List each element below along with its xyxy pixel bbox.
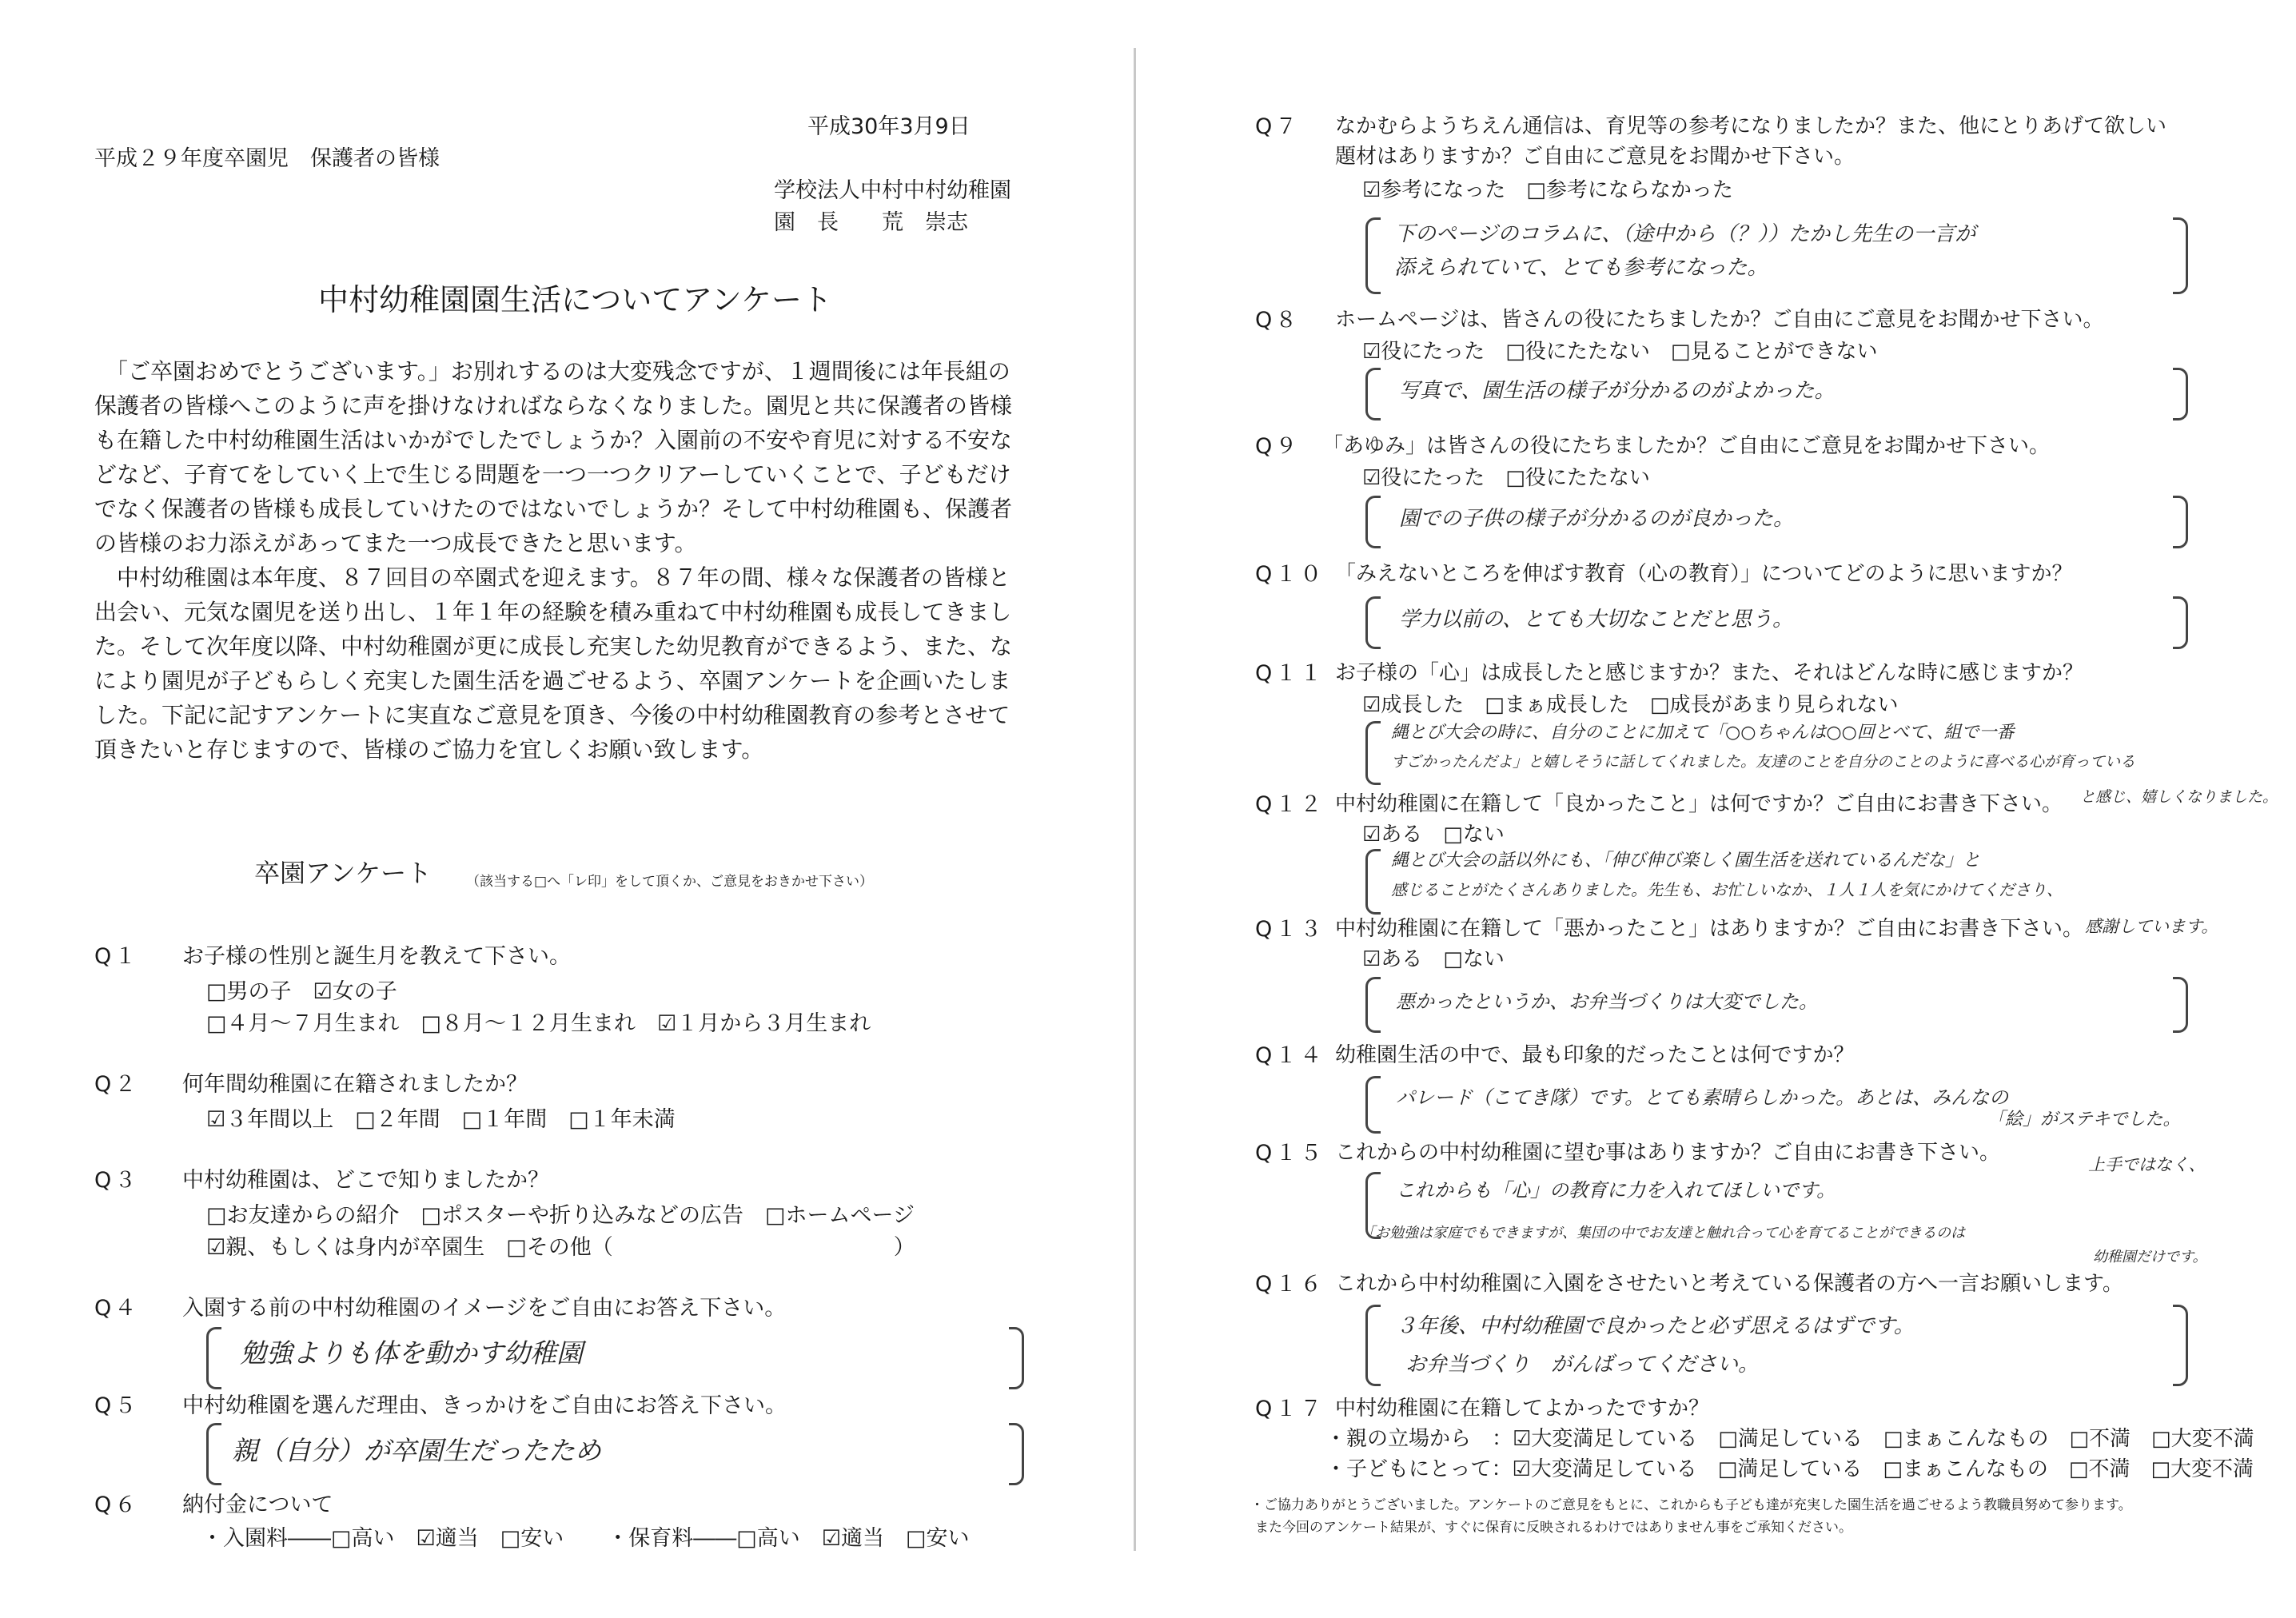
q11-answer-bracket-left [1365,721,1381,785]
q9-handwritten-answer[interactable]: 園での子供の様子が分かるのが良かった。 [1399,507,1795,531]
q3-choices-row-1[interactable]: □お友達からの紹介 □ポスターや折り込みなどの広告 □ホームページ [206,1203,915,1228]
organization-name: 学校法人中村中村幼稚園 [774,178,1011,203]
q10-question: 「みえないところを伸ばす教育（心の教育）」についてどのように思いますか？ [1335,562,2073,586]
q7-question-line-1: なかむらようちえん通信は、育児等の参考になりましたか？また、他にとりあげて欲しい [1335,114,2167,138]
q15-handwritten-answer-line-1[interactable]: これからも「心」の教育に力を入れてほしいです。 [1396,1179,1836,1202]
q7-answer-bracket-right [2173,217,2188,294]
q2-number: Q２ [94,1072,140,1097]
q8-question: ホームページは、皆さんの役にたちましたか？ご自由にご意見をお聞かせ下さい。 [1335,308,2104,332]
q12-handwritten-answer-line-1[interactable]: 縄とび大会の話以外にも、「伸び伸び楽しく園生活を送れているんだな」と [1391,851,1981,871]
q5-handwritten-answer[interactable]: 親（自分）が卒園生だったため [232,1435,601,1466]
document-date: 平成30年3月9日 [807,114,971,139]
q4-answer-bracket-right [1009,1327,1024,1389]
q9-number: Q９ [1255,434,1301,459]
q5-number: Q５ [94,1393,140,1418]
q9-answer-bracket-right [2173,496,2188,548]
q3-choices-row-2[interactable]: ☑親、もしくは身内が卒園生 □その他（ ） [206,1235,915,1260]
q14-question: 幼稚園生活の中で、最も印象的だったことは何ですか？ [1335,1043,1855,1067]
q16-number: Q１６ [1255,1272,1325,1297]
q6-fee-choices[interactable]: ・入園料――□高い ☑適当 □安い ・保育料――□高い ☑適当 □安い [201,1526,970,1551]
q13-answer-bracket-left [1365,977,1381,1033]
q11-question: お子様の「心」は成長したと感じますか？また、それはどんな時に感じますか？ [1335,661,2084,685]
q12-choices[interactable]: ☑ある □ない [1362,823,1505,847]
q15-question: これからの中村幼稚園に望む事はありますか？ご自由にお書き下さい。 [1335,1141,2001,1165]
q1-gender-choices[interactable]: □男の子 ☑女の子 [206,979,397,1004]
q3-number: Q３ [94,1168,140,1193]
q7-handwritten-answer-line-1[interactable]: 下のページのコラムに、（途中から（？））たかし先生の一言が [1394,222,1976,246]
q12-question: 中村幼稚園に在籍して「良かったこと」は何ですか？ご自由にお書き下さい。 [1335,792,2063,816]
q15-handwritten-answer-line-3[interactable]: 幼稚園だけです。 [2093,1249,2207,1265]
q10-number: Q１０ [1255,562,1325,587]
q1-birth-month-choices[interactable]: □４月～７月生まれ □８月～１２月生まれ ☑１月から３月生まれ [206,1011,871,1036]
footer-note-1: ・ご協力ありがとうございました。アンケートのご意見をもとに、これからも子ども達が充実した園生活を過ごせるよう教職員努めて参ります。 [1250,1497,2132,1513]
q8-answer-bracket-right [2173,368,2188,420]
q3-question: 中村幼稚園は、どこで知りましたか？ [182,1168,549,1193]
right-page [1151,0,2296,1618]
addressee: 平成２９年度卒園児 保護者の皆様 [94,146,440,171]
q5-question: 中村幼稚園を選んだ理由、きっかけをご自由にお答え下さい。 [182,1393,787,1418]
q13-number: Q１３ [1255,917,1325,942]
page-title: 中村幼稚園園生活についてアンケート [318,282,832,317]
q10-handwritten-answer[interactable]: 学力以前の、とても大切なことだと思う。 [1399,608,1793,632]
q13-choices[interactable]: ☑ある □ない [1362,947,1505,971]
q17-number: Q１７ [1255,1397,1325,1421]
q1-number: Q１ [94,944,140,969]
q8-answer-bracket-left [1365,368,1381,420]
q4-handwritten-answer[interactable]: 勉強よりも体を動かす幼稚園 [240,1337,583,1369]
q2-choices[interactable]: ☑３年間以上 □２年間 □１年間 □１年未満 [206,1107,676,1132]
q12-handwritten-answer-line-2[interactable]: 感じることがたくさんありました。先生も、お忙しいなか、１人１人を気にかけてくださり、 [1391,880,2063,899]
q2-question: 何年間幼稚園に在籍されましたか？ [182,1072,528,1097]
footer-note-2: また今回のアンケート結果が、すぐに保育に反映されるわけではありません事をご承知ください。 [1255,1520,1852,1536]
q7-handwritten-answer-line-2[interactable]: 添えられていて、とても参考になった。 [1394,256,1768,280]
q12-answer-bracket-left [1365,849,1381,915]
q15-number: Q１５ [1255,1141,1325,1166]
q8-choices[interactable]: ☑役にたった □役にたたない □見ることができない [1362,340,1878,364]
q9-choices[interactable]: ☑役にたった □役にたたない [1362,466,1650,490]
q16-handwritten-answer-line-1[interactable]: ３年後、中村幼稚園で良かったと必ず思えるはずです。 [1396,1314,1915,1338]
q7-choices[interactable]: ☑参考になった □参考にならなかった [1362,178,1733,202]
q14-number: Q１４ [1255,1043,1325,1068]
q14-handwritten-answer[interactable]: パレード（こてき隊）です。とても素晴らしかった。あとは、みんなの [1396,1086,2009,1109]
q17-child-choices[interactable]: ・子どもにとって：☑大変満足している □満足している □まぁこんなもの □不満 □大変不満 [1325,1457,2254,1481]
q13-answer-bracket-right [2173,977,2188,1033]
q13-handwritten-answer[interactable]: 悪かったというか、お弁当づくりは大変でした。 [1396,990,1818,1013]
q16-answer-bracket-left [1365,1305,1381,1386]
q14-answer-bracket-left [1365,1076,1381,1134]
q7-answer-bracket-left [1365,217,1381,294]
q10-answer-bracket-left [1365,596,1381,649]
q4-answer-bracket-left [206,1327,221,1389]
q8-number: Q８ [1255,308,1301,333]
q16-question: これから中村幼稚園に入園をさせたいと考えている保護者の方へ一言お願いします。 [1335,1272,2123,1296]
q12-handwritten-answer-line-3[interactable]: 感謝しています。 [2085,917,2218,936]
q17-parent-choices[interactable]: ・親の立場から ：☑大変満足している □満足している □まぁこんなもの □不満 □大変不満 [1325,1427,2254,1451]
principal-name: 園 長 荒 崇志 [774,210,968,235]
survey-title: 卒園アンケート [254,858,432,888]
q11-handwritten-answer-line-3[interactable]: と感じ、嬉しくなりました。 [2080,788,2278,806]
q11-choices[interactable]: ☑成長した □まぁ成長した □成長があまり見られない [1362,693,1899,717]
left-page [0,0,1135,1618]
q6-question: 納付金について [182,1492,333,1517]
q11-handwritten-answer-line-2[interactable]: すごかったんだよ」と嬉しそうに話してくれました。友達のことを自分のことのように喜べる心が育っている [1391,753,2136,771]
q8-handwritten-answer[interactable]: 写真で、園生活の様子が分かるのがよかった。 [1399,379,1836,403]
intro-paragraph-1: 「ご卒園おめでとうございます。」お別れするのは大変残念ですが、１週間後には年長組の保護者の皆様へこのように声を掛けなければならなくなりました。園児と共に保護者の皆様も在籍した中村幼稚園生活はいかがでしたでしょうか？入園前の不安や育児に対する不安などなど、子育てをしていく上で生じる問題を一つ一つクリアーしていくことで、子どもだけでなく保護者の皆様も成長していけたのではないでしょうか？そして中村幼稚園も、保護者の皆様のお力添えがあってまた一つ成長できたと思います。 [94,358,1013,556]
q7-number: Q７ [1255,114,1301,139]
intro-paragraph-2: 中村幼稚園は本年度、８７回目の卒園式を迎えます。８７年の間、様々な保護者の皆様と出会い、元気な園児を送り出し、１年１年の経験を積み重ねて中村幼稚園も成長してきました。そして次年度以降、中村幼稚園が更に成長し充実した幼児教育ができるよう、また、なにより園児が子どもらしく充実した園生活を過ごせるよう、卒園アンケートを企画いたしました。下記に記すアンケートに実直なご意見を頂き、今後の中村幼稚園教育の参考とさせて頂きたいと存じますので、皆様のご協力を宜しくお願い致します。 [94,564,1013,763]
q5-answer-bracket-left [206,1423,221,1485]
q16-answer-bracket-right [2173,1305,2188,1386]
q17-question: 中村幼稚園に在籍してよかったですか？ [1335,1397,1710,1421]
q14-handwritten-answer-extra[interactable]: 「絵」がステキでした。 [1987,1110,2181,1130]
q12-number: Q１２ [1255,792,1325,817]
q11-handwritten-answer-line-1[interactable]: 縄とび大会の時に、自分のことに加えて「○○ちゃんは○○回とべて、組で一番 [1391,723,2015,743]
q10-answer-bracket-right [2173,596,2188,649]
intro-text [94,354,1030,767]
q4-number: Q４ [94,1296,140,1321]
survey-instructions: （該当する□へ「レ印」をして頂くか、ご意見をおきかせ下さい） [466,874,874,890]
q9-answer-bracket-left [1365,496,1381,548]
q9-question: 「あゆみ」は皆さんの役にたちましたか？ご自由にご意見をお聞かせ下さい。 [1322,434,2051,458]
q11-number: Q１１ [1255,661,1325,686]
q7-question-line-2: 題材はありますか？ご自由にご意見をお聞かせ下さい。 [1335,145,1856,169]
q15-handwritten-answer-line-2[interactable]: 「お勉強は家庭でもできますが、集団の中でお友達と触れ合って心を育てることができるのは [1361,1225,1965,1241]
q13-question: 中村幼稚園に在籍して「悪かったこと」はありますか？ご自由にお書き下さい。 [1335,917,2084,941]
q5-answer-bracket-right [1009,1423,1024,1485]
q15-handwritten-insert[interactable]: 上手ではなく、 [2088,1155,2206,1174]
q6-number: Q６ [94,1492,140,1517]
q4-question: 入園する前の中村幼稚園のイメージをご自由にお答え下さい。 [182,1296,787,1321]
q16-handwritten-answer-line-2[interactable]: お弁当づくり がんばってください。 [1405,1353,1760,1377]
q1-question: お子様の性別と誕生月を教えて下さい。 [182,944,571,969]
